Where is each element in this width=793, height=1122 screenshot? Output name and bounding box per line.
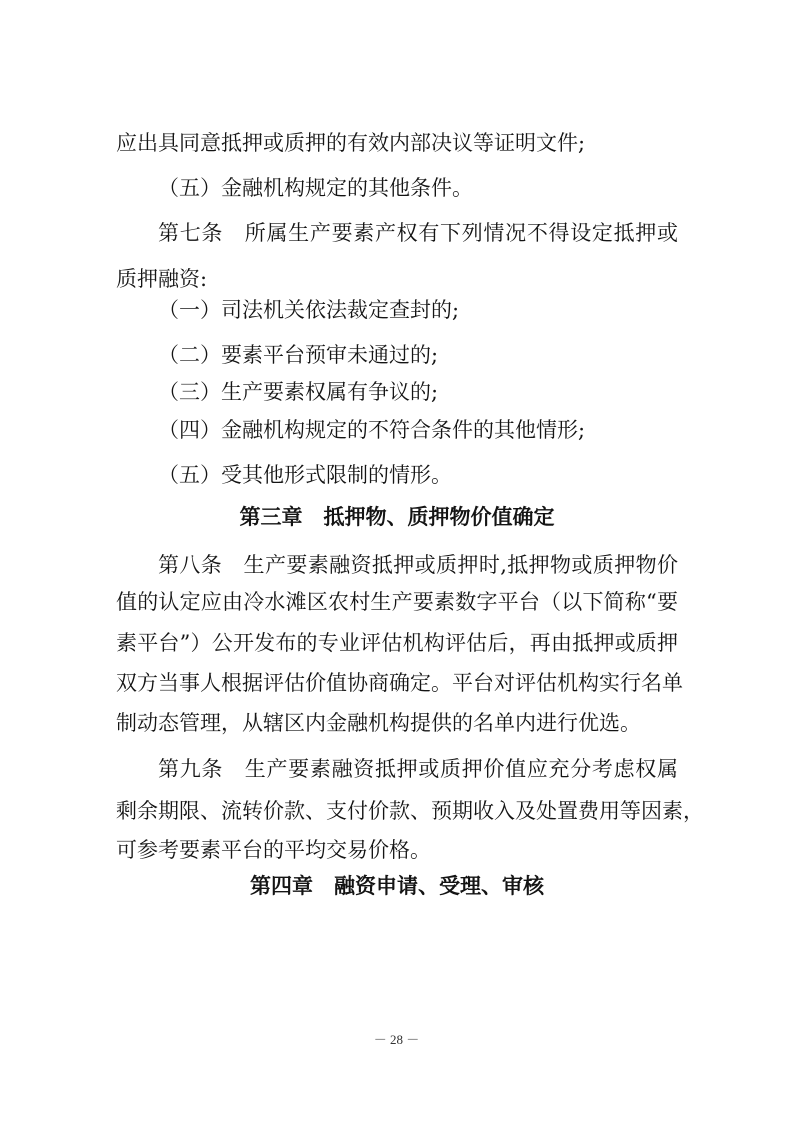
- body-line: 可参考要素平台的平均交易价格。: [116, 838, 431, 862]
- chapter-3-heading: 第三章 抵押物、质押物价值确定: [239, 505, 555, 529]
- body-line: 剩余期限、流转价款、支付价款、预期收入及处置费用等因素，: [116, 799, 704, 823]
- list-item: （二）要素平台预审未通过的;: [158, 343, 439, 367]
- list-item: （五）受其他形式限制的情形。: [158, 463, 452, 487]
- chapter-4-heading: 第四章 融资申请、受理、审核: [250, 874, 544, 898]
- body-line: 应出具同意抵押或质押的有效内部决议等证明文件;: [116, 131, 586, 155]
- list-item: （四）金融机构规定的不符合条件的其他情形;: [158, 418, 586, 442]
- list-item: （一）司法机关依法裁定查封的;: [158, 298, 460, 322]
- article-8-line: 第八条 生产要素融资抵押或质押时,抵押物或质押物价: [158, 553, 678, 577]
- body-line: 值的认定应由冷水滩区农村生产要素数字平台（以下简称“要: [116, 590, 678, 614]
- body-line: 双方当事人根据评估价值协商确定。平台对评估机构实行名单: [116, 671, 683, 695]
- article-9-line: 第九条 生产要素融资抵押或质押价值应充分考虑权属: [158, 757, 678, 781]
- body-line: 质押融资:: [116, 267, 208, 291]
- body-line: 制动态管理，从辖区内金融机构提供的名单内进行优选。: [116, 711, 641, 735]
- page-number: － 28 －: [373, 1032, 420, 1047]
- list-item: （五）金融机构规定的其他条件。: [158, 176, 473, 200]
- article-7-line: 第七条 所属生产要素产权有下列情况不得设定抵押或: [158, 221, 678, 245]
- list-item: （三）生产要素权属有争议的;: [158, 380, 439, 404]
- body-line: 素平台”）公开发布的专业评估机构评估后，再由抵押或质押: [116, 631, 678, 655]
